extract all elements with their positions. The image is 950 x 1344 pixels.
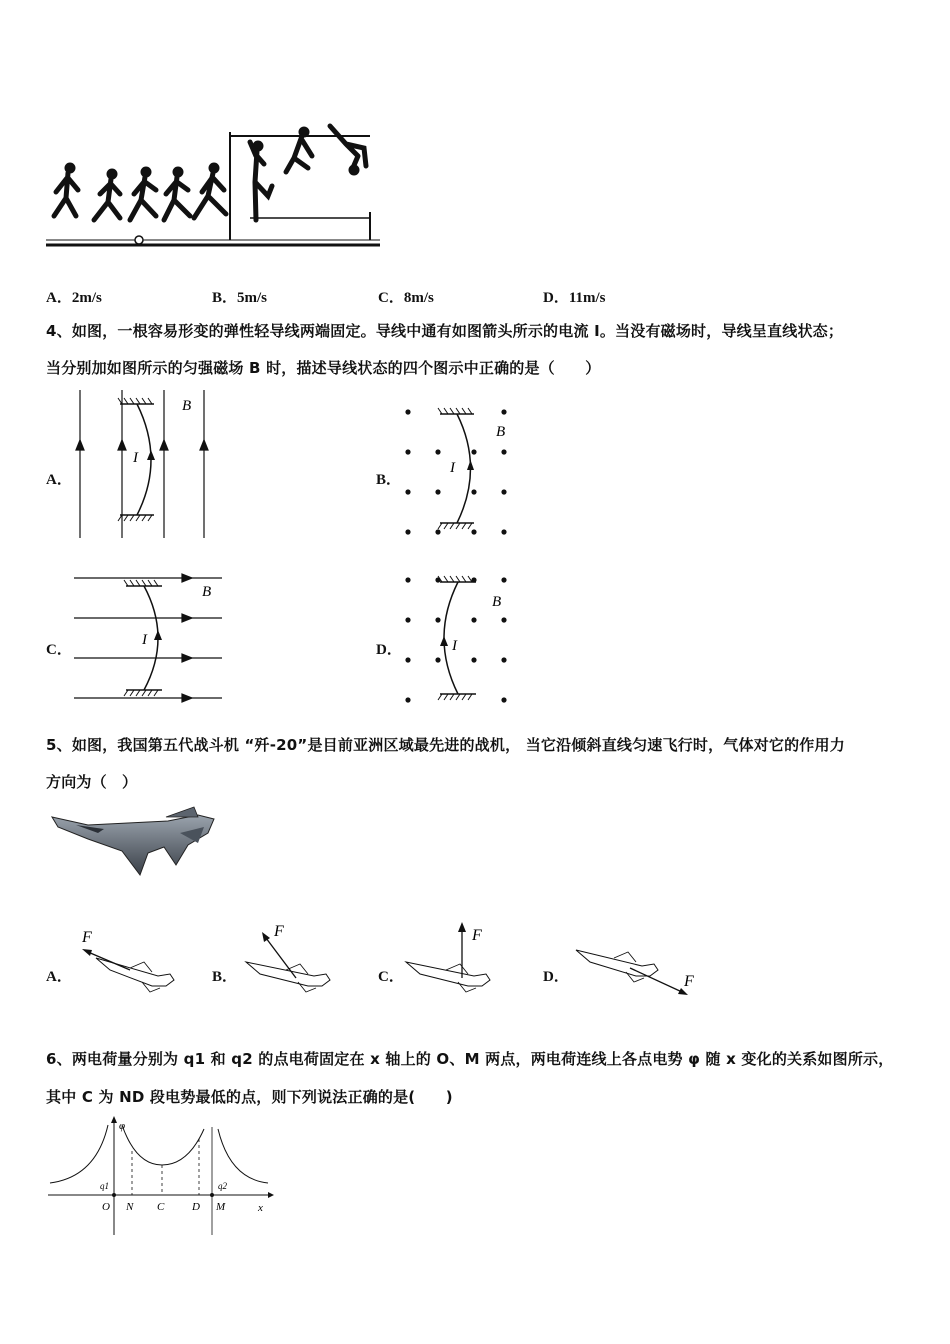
q3-option-c-value: 8m/s [403,290,434,306]
q4-a-current-symbol: I [133,450,138,466]
q4-a-field-symbol: B [182,398,192,414]
q5-option-d-label[interactable]: D． [543,969,569,985]
q6-x-axis-label: x [258,1202,263,1214]
q5-c-force-symbol: F [472,927,482,944]
q5-figure-b[interactable] [236,920,346,1000]
q4-d-current-symbol: I [452,638,457,654]
q3-option-c[interactable] [378,286,434,307]
q5-stem-line2: 方向为（ ） [46,773,138,791]
q4-figure-b[interactable] [398,400,518,540]
q3-option-a[interactable] [46,286,102,307]
q3-option-d-value: 11m/s [568,290,606,306]
q6-y-axis-label: φ [119,1120,126,1132]
q4-option-a-label[interactable]: A． [46,472,72,488]
q6-stem-line1: 6、两电荷量分别为 q1 和 q2 的点电荷固定在 x 轴上的 O、M 两点，两电荷连线上各点电势 φ 随 x 变化的关系如图所示， [46,1050,894,1068]
q5-figure-d[interactable] [570,930,700,1002]
q5-stem-line1: 5、如图，我国第五代战斗机 “歼-20”是目前亚洲区域最先进的战机， 当它沿倾斜直线匀速飞行时，气体对它的作用力 [46,736,845,754]
q4-option-d-label[interactable]: D． [376,642,402,658]
q5-figure-c[interactable] [402,918,512,1000]
q4-b-field-symbol: B [496,424,506,440]
q4-b-current-symbol: I [450,460,455,476]
q6-charge-q2: q2 [218,1181,227,1191]
q5-d-force-symbol: F [684,973,694,990]
q3-option-c-label: C． [378,290,404,306]
q4-c-current-symbol: I [142,632,147,648]
q4-d-field-symbol: B [492,594,502,610]
q5-option-b-label[interactable]: B． [212,969,238,985]
q3-option-d[interactable] [543,286,606,307]
q3-option-b[interactable] [212,286,267,307]
q3-option-a-label: A． [46,290,72,306]
q6-charge-q1: q1 [100,1181,109,1191]
q6-point-c: C [157,1201,165,1213]
q5-option-a-label[interactable]: A． [46,969,72,985]
q4-stem-line1: 4、如图，一根容易形变的弹性轻导线两端固定。导线中通有如图箭头所示的电流 I。当没有磁场时，导线呈直线状态； [46,322,844,340]
q5-a-force-symbol: F [82,929,92,946]
q5-figure-a[interactable] [70,920,180,1000]
high-jump-figure [44,118,384,253]
q3-option-a-value: 2m/s [71,290,102,306]
q4-figure-c[interactable] [72,570,227,710]
q6-potential-graph[interactable] [46,1115,276,1240]
q3-option-b-value: 5m/s [237,290,268,306]
q4-figure-a[interactable] [70,388,220,540]
q3-option-d-label: D． [543,290,569,306]
q6-point-m: M [216,1201,226,1213]
q5-b-force-symbol: F [274,923,284,940]
q4-option-c-label[interactable]: C． [46,642,72,658]
q4-option-b-label[interactable]: B． [376,472,402,488]
fighter-jet-photo [48,805,220,883]
q4-figure-d[interactable] [398,570,518,710]
q6-point-n: N [126,1201,134,1213]
q4-stem-line2: 当分别加如图所示的匀强磁场 B 时，描述导线状态的四个图示中正确的是（ ） [46,359,601,377]
q4-c-field-symbol: B [202,584,212,600]
q6-stem-line2: 其中 C 为 ND 段电势最低的点，则下列说法正确的是( ) [46,1088,453,1106]
q6-point-d: D [192,1201,200,1213]
q6-point-o: O [102,1201,110,1213]
q5-option-c-label[interactable]: C． [378,969,404,985]
q3-option-b-label: B． [212,290,238,306]
